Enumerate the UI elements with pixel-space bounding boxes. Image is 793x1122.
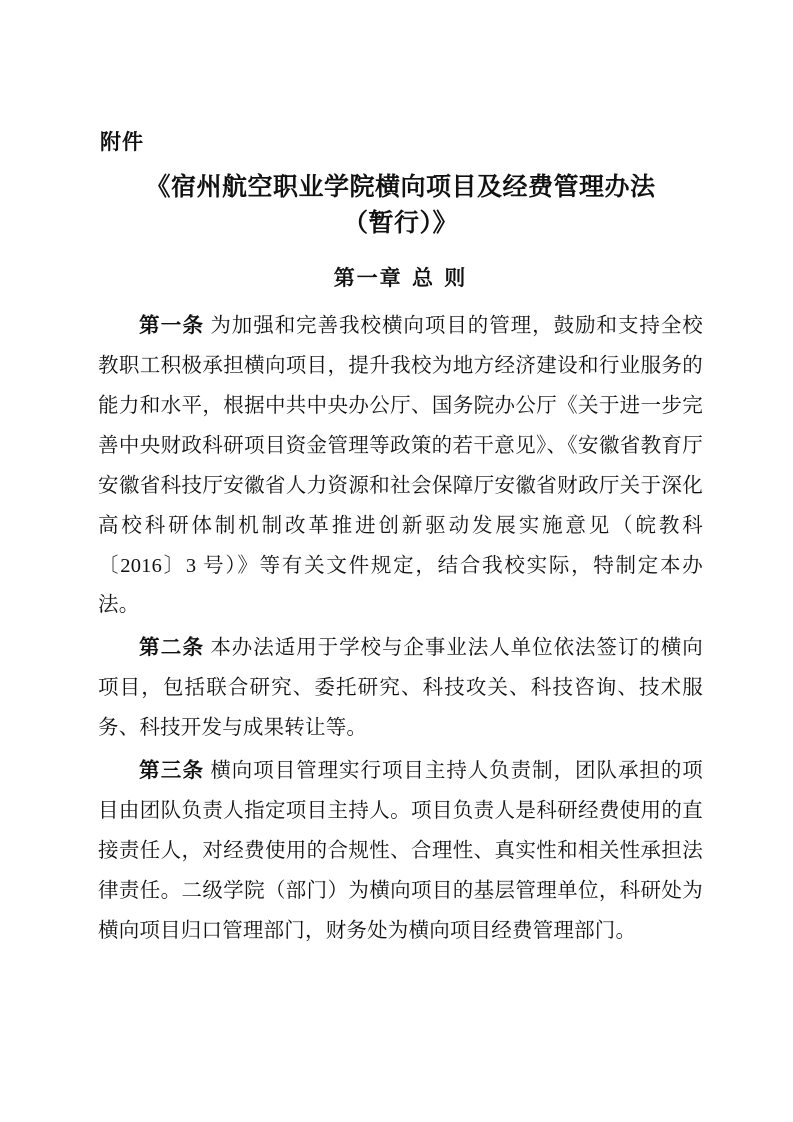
article-text: 为加强和完善我校横向项目的管理，鼓励和支持全校教职工积极承担横向项目，提升我校为地方经济建设和行业服务的能力和水平，根据中共中央办公厅、国务院办公厅《关于进一步完善中央财政科研项目资金管理等政策的若干意见》、《安徽省教育厅安徽省科技厅安徽省人力资源和社会保障厅安徽省财政厅关于深化高校科研体制机制改革推进创新驱动发展实施意见（皖教科〔2016〕3 号）》等有关文件规定，结合我校实际，特制定本办法。 bbox=[98, 314, 703, 617]
article-marker: 第三条 bbox=[139, 758, 205, 783]
article-paragraph bbox=[98, 751, 703, 952]
page-title-line-1: 《宿州航空职业学院横向项目及经费管理办法 bbox=[145, 172, 656, 202]
article-paragraph bbox=[98, 306, 703, 627]
article-marker: 第二条 bbox=[139, 635, 205, 660]
article-marker: 第一条 bbox=[139, 312, 205, 337]
article-text: 横向项目管理实行项目主持人负责制，团队承担的项目由团队负责人指定项目主持人。项目负责人是科研经费使用的直接责任人，对经费使用的合规性、合理性、真实性和相关性承担法律责任。二级学院（部门）为横向项目的基层管理单位，科研处为横向项目归口管理部门，财务处为横向项目经费管理部门。 bbox=[98, 760, 703, 943]
chapter-heading: 第一章 总 则 bbox=[333, 265, 468, 290]
page-title bbox=[98, 169, 703, 242]
attachment-label: 附件 bbox=[100, 130, 144, 154]
article-text: 本办法适用于学校与企事业法人单位依法签订的横向项目，包括联合研究、委托研究、科技攻关、科技咨询、技术服务、科技开发与成果转让等。 bbox=[98, 637, 703, 740]
page-title-line-2: （暂行）》 bbox=[342, 208, 458, 238]
article-paragraph bbox=[98, 628, 703, 749]
